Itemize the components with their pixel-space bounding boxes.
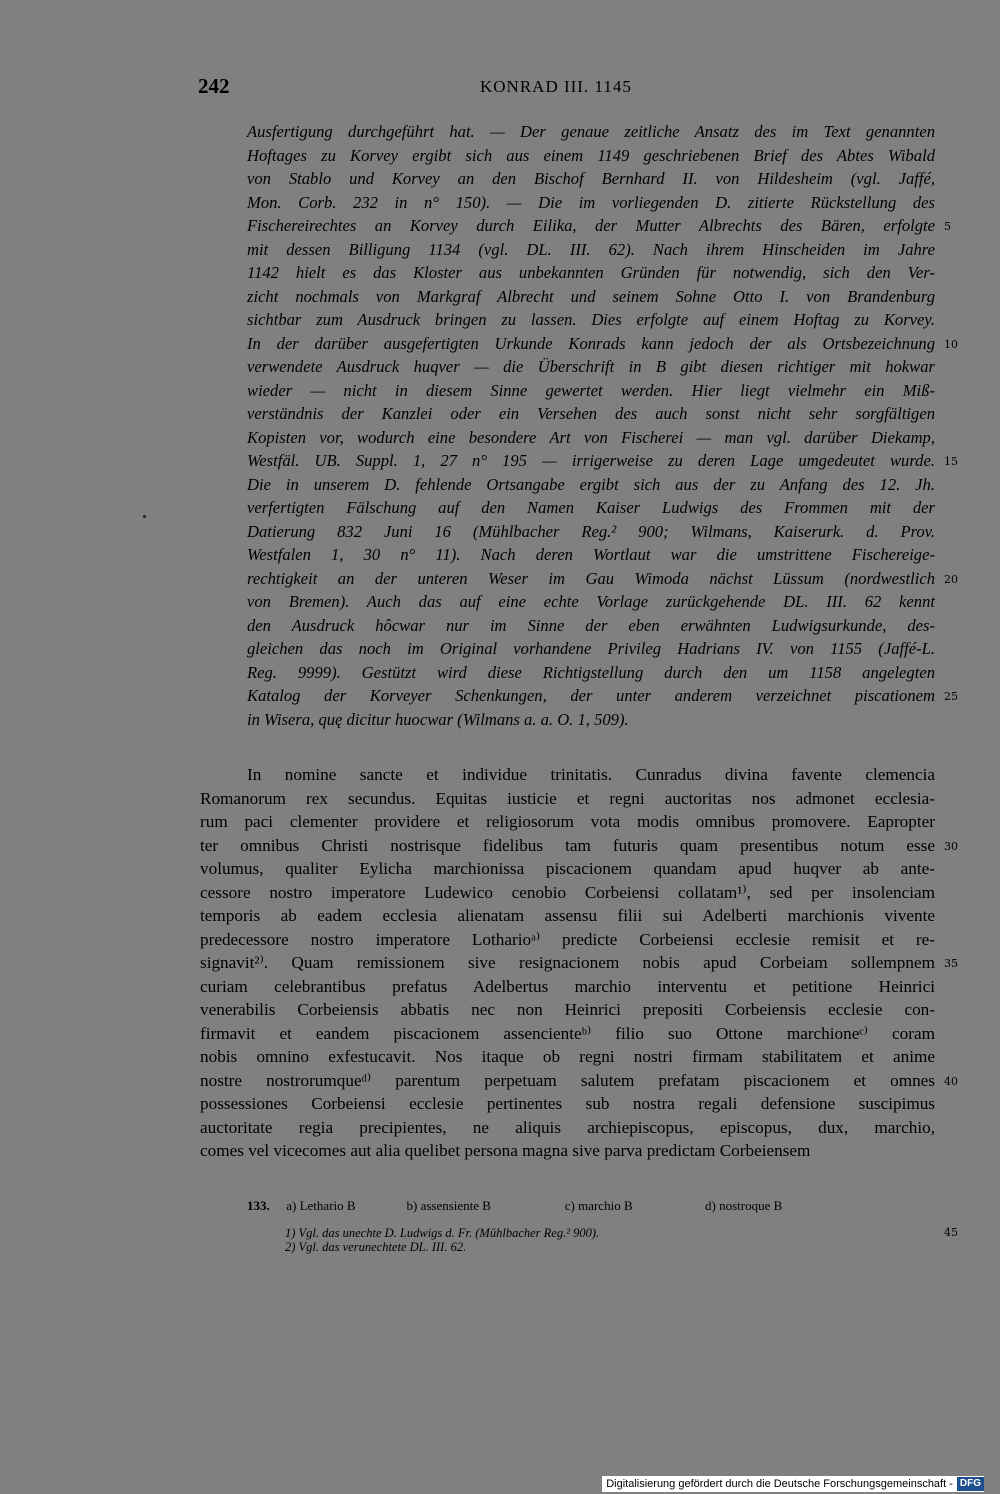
line-number: 5 <box>944 220 951 233</box>
running-title: KONRAD III. 1145 <box>480 77 632 96</box>
text-line: den Ausdruck hôcwar nur im Sinne der eben erwähnten Ludwigsurkunde, des- <box>247 615 935 635</box>
text-line: Kopisten vor, wodurch eine besondere Art von Fischerei — man vgl. darüber Diekamp, <box>247 427 935 447</box>
text-line: Datierung 832 Juni 16 (Mühlbacher Reg.² 900; Wilmans, Kaiserurk. d. Prov. <box>247 521 935 541</box>
text-line: Ausfertigung durchgeführt hat. — Der genaue zeitliche Ansatz des im Text genannten <box>247 122 935 141</box>
line-number: 30 <box>944 839 958 853</box>
page-header <box>0 74 1000 104</box>
text-line: nostre nostrorumqueᵈ⁾ parentum perpetuam salutem prefatam piscacionem et omnes <box>200 1070 935 1090</box>
dfg-logo: DFG <box>957 1477 984 1491</box>
footnote-line-number: 45 <box>944 1226 958 1239</box>
text-line: verfertigten Fälschung auf den Namen Kaiser Ludwigs des Frommen mit der <box>247 498 935 517</box>
line-number: 15 <box>944 455 958 468</box>
footnote-text: 1) Vgl. das unechte D. Ludwigs d. Fr. (Mühlbacher Reg.² 900). <box>285 1226 600 1240</box>
line-number: 10 <box>944 337 958 351</box>
footnote-text: 2) Vgl. das verunechtete DL. III. 62. <box>285 1240 467 1254</box>
text-line: In nomine sancte et individue trinitatis. Cunradus divina favente clemencia <box>247 765 935 784</box>
footnote <box>247 1240 947 1254</box>
line-number: 35 <box>944 957 958 970</box>
charter-text-block <box>200 763 935 1163</box>
text-line: von Bremen). Auch das auf eine echte Vorlage zurückgehende DL. III. 62 kennt <box>247 592 935 611</box>
footnote <box>247 1226 958 1240</box>
text-line: nobis omnino exfestucavit. Nos itaque ob regni nostri firmam stabilitatem et anime <box>200 1047 935 1066</box>
apparatus-item: d) nostroque B <box>705 1198 783 1213</box>
text-line: Hoftages zu Korvey ergibt sich aus einem 1149 geschriebenen Brief des Abtes Wibald <box>247 145 935 165</box>
page-number: 242 <box>198 74 230 98</box>
line-number: 40 <box>944 1074 958 1088</box>
text-line: Romanorum rex secundus. Equitas iusticie et regni auctoritas nos admonet ecclesia- <box>200 788 935 808</box>
text-line: von Stablo und Korvey an den Bischof Bernhard II. von Hildesheim (vgl. Jaffé, <box>247 169 935 188</box>
text-line: Mon. Corb. 232 in n° 150). — Die im vorliegenden D. zitierte Rückstellung des <box>247 192 935 212</box>
text-line: signavit²⁾. Quam remissionem sive resignacionem nobis apud Corbeiam sollempnem <box>200 953 935 972</box>
commentary-block <box>247 120 935 731</box>
text-line: mit dessen Billigung 1134 (vgl. DL. III. 62). Nach ihrem Hinscheiden im Jahre <box>247 239 935 259</box>
text-line: verständnis der Kanzlei oder ein Versehen des auch sonst nicht sehr sorgfältigen <box>247 404 935 423</box>
line-number: 25 <box>944 690 958 703</box>
text-line: predecessore nostro imperatore Lotharioᵃ⁾ predicte Corbeiensi ecclesie remisit et re- <box>200 929 935 949</box>
margin-mark <box>143 515 146 518</box>
text-line: in Wisera, quę dicitur huocwar (Wilmans a. a. O. 1, 509). <box>247 709 629 729</box>
text-line: Westfäl. UB. Suppl. 1, 27 n° 195 — irrigerweise zu deren Lage umgedeutet wurde. <box>247 451 935 470</box>
text-line: gleichen das noch im Original vorhandene Privileg Hadrians IV. von 1155 (Jaffé-L. <box>247 639 935 658</box>
credit-text: Digitalisierung gefördert durch die Deutsche Forschungsgemeinschaft - <box>606 1478 953 1490</box>
digitization-credit <box>602 1476 984 1492</box>
text-line: rechtigkeit an der unteren Weser im Gau Wimoda nächst Lüssum (nordwestlich <box>247 568 935 588</box>
text-line: Westfalen 1, 30 n° 11). Nach deren Wortlaut war die umstrittene Fischereige- <box>247 545 935 564</box>
text-line: auctoritate regia precipientes, ne aliquis archiepiscopus, episcopus, dux, marchio, <box>200 1117 935 1137</box>
text-line: Die in unserem D. fehlende Ortsangabe ergibt sich aus der zu Anfang des 12. Jh. <box>247 474 935 494</box>
text-line: zicht nochmals von Markgraf Albrecht und seinem Sohne Otto I. von Brandenburg <box>247 286 935 306</box>
apparatus-label: 133. <box>247 1198 270 1213</box>
apparatus-item: a) Lethario B <box>286 1198 356 1213</box>
text-line: sichtbar zum Ausdruck bringen zu lassen. Dies erfolgte auf einem Hoftag zu Korvey. <box>247 310 935 329</box>
text-line: In der darüber ausgefertigten Urkunde Konrads kann jedoch der als Ortsbezeichnung <box>247 333 935 353</box>
text-line: ter omnibus Christi nostrisque fidelibus tam futuris quam presentibus notum esse <box>200 835 935 855</box>
text-line: volumus, qualiter Eylicha marchionissa piscacionem quandam apud huqver ab ante- <box>200 859 935 878</box>
line-number: 20 <box>944 572 958 586</box>
text-line: curiam celebrantibus prefatus Adelbertus marchio interventu et petitione Heinrici <box>200 976 935 996</box>
text-line: comes vel vicecomes aut alia quelibet persona magna sive parva predictam Corbeiensem <box>200 1141 811 1160</box>
text-line: temporis ab eadem ecclesia alienatam assensu filii sui Adelberti marchionis vivente <box>200 906 935 925</box>
text-line: 1142 hielt es das Kloster aus unbekannten Gründen für notwendig, sich den Ver- <box>247 263 935 282</box>
text-line: venerabilis Corbeiensis abbatis nec non Heinrici prepositi Corbeiensis ecclesie con- <box>200 1000 935 1019</box>
text-line: Katalog der Korveyer Schenkungen, der unter anderem verzeichnet piscationem <box>247 686 935 705</box>
text-line: verwendete Ausdruck huqver — die Überschrift in B gibt diesen richtiger mit hokwar <box>247 357 935 376</box>
text-line: possessiones Corbeiensi ecclesie pertinentes sub nostra regali defensione suscipimus <box>200 1094 935 1113</box>
text-line: wieder — nicht in diesem Sinne gewertet werden. Hier liegt vielmehr ein Miß- <box>247 380 935 400</box>
text-line: rum paci clementer providere et religiosorum vota modis omnibus promovere. Eapropter <box>200 812 935 831</box>
text-line: Reg. 9999). Gestützt wird diese Richtigstellung durch den um 1158 angelegten <box>247 662 935 682</box>
apparatus-item: b) assensiente B <box>406 1198 491 1213</box>
text-line: Fischereirechtes an Korvey durch Eilika, der Mutter Albrechts des Bären, erfolgte <box>247 216 935 235</box>
critical-apparatus <box>247 1198 958 1254</box>
apparatus-row <box>247 1198 947 1216</box>
text-line: cessore nostro imperatore Ludewico cenobio Corbeiensi collatam¹⁾, sed per insolenciam <box>200 882 935 902</box>
apparatus-item: c) marchio B <box>564 1198 633 1213</box>
text-line: firmavit et eandem piscacionem assencienteᵇ⁾ filio suo Ottone marchioneᶜ⁾ coram <box>200 1023 935 1043</box>
